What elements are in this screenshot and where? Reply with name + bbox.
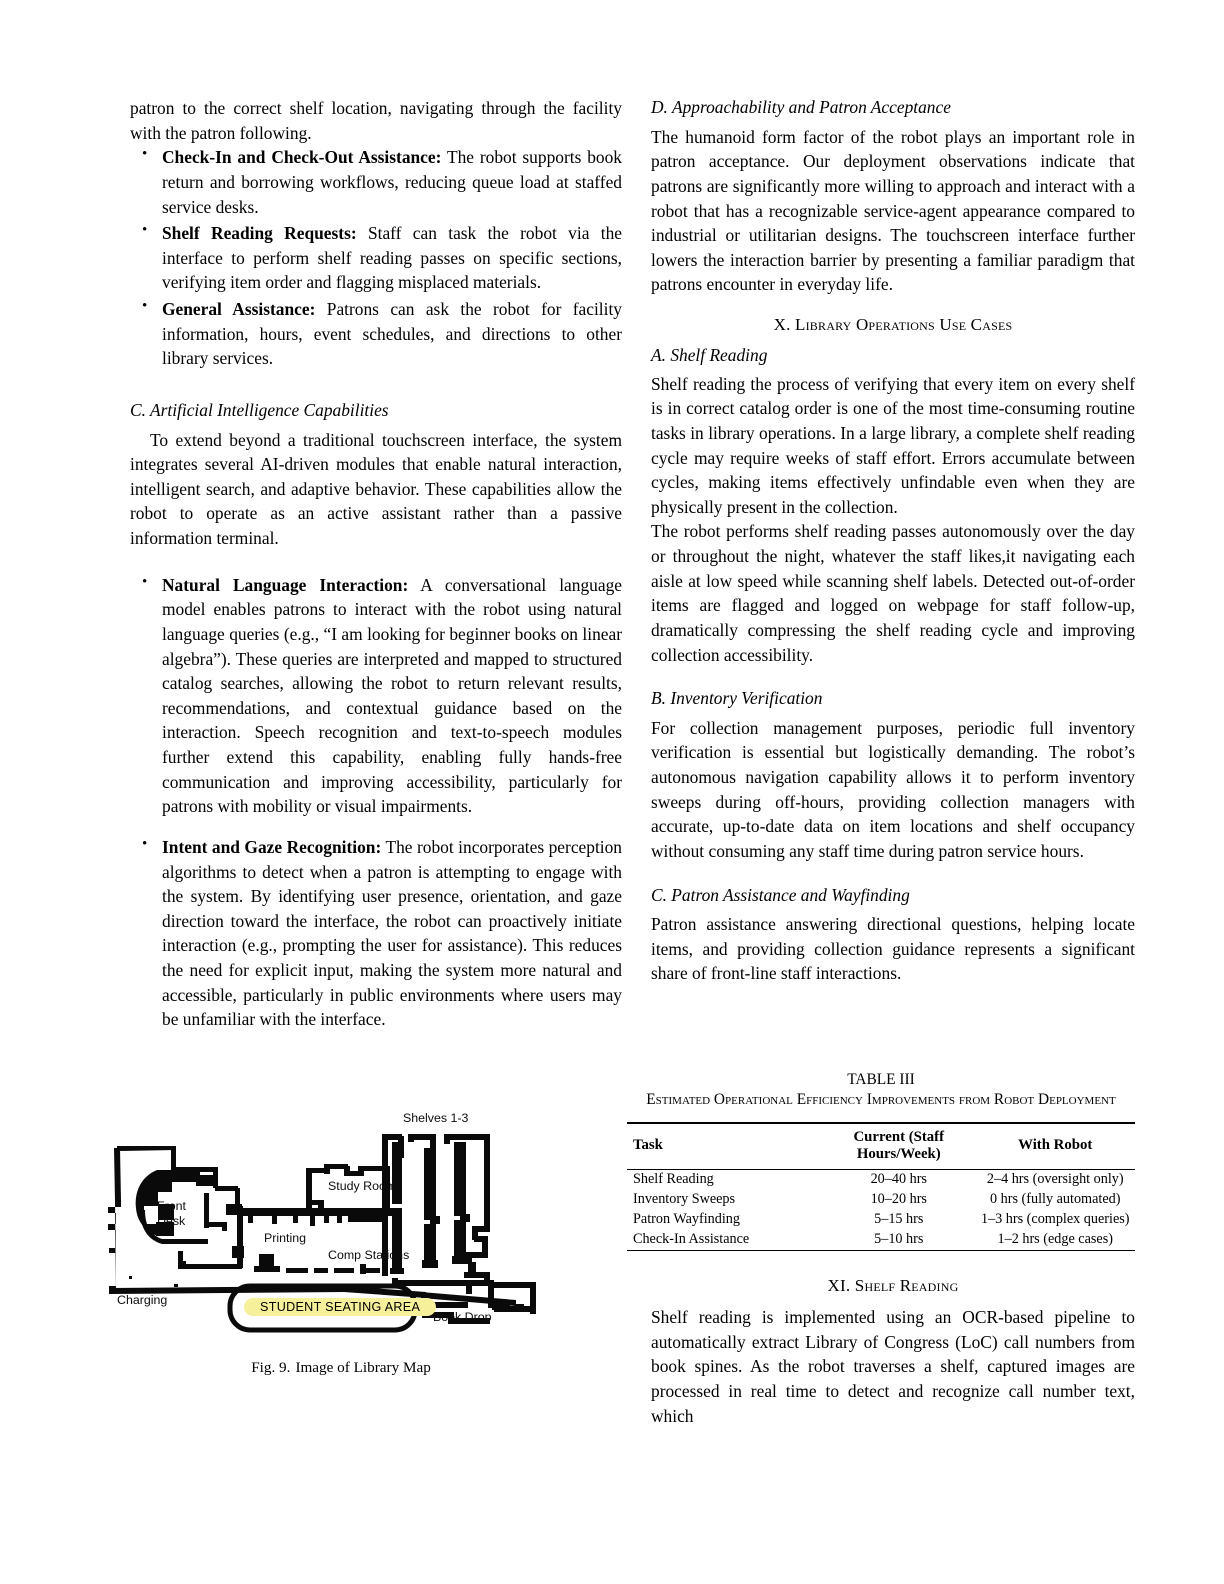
cell-task: Shelf Reading bbox=[627, 1169, 820, 1190]
subsection-heading-b: B. Inventory Verification bbox=[651, 688, 823, 709]
bullet-label: Check-In and Check-Out Assistance: bbox=[162, 147, 442, 168]
cell-task: Check-In Assistance bbox=[627, 1230, 820, 1251]
bullet-text: A conversational language model enables patrons to interact with the robot using natural language queries (e.g., “I am looking for beginner books on linear algebra”). These queries are interpreted and mapped to structured catalog searches, allowing the robot to return relevant results, recommendations, and contextual guidance based on the interaction. Speech recognition and text-to-speech modules further extend this capability, enabling fully hands-free communication and improving accessibility, particularly for patrons with mobility or visual impairments. bbox=[162, 574, 622, 817]
cell-task: Patron Wayfinding bbox=[633, 1211, 740, 1228]
bullet-text: The robot incorporates perception algorithms to detect when a patron is attempting to engage with the system. By identifying user presence, orientation, and gaze direction toward the interface, the robot can proactively initiate interaction (e.g., prompting the user for assistance). This reduces the need for explicit input, making the system more natural and accessible, particularly in public environments where users may be unfamiliar with the interface. bbox=[162, 836, 623, 1030]
bullet-text: Staff can task the robot via the interface to perform shelf reading passes on specific sections, verifying item order and flagging misplaced materials. bbox=[162, 223, 622, 293]
column-header-with-robot: With Robot bbox=[978, 1123, 1136, 1170]
section-xi-block bbox=[651, 1275, 1135, 1428]
bullet-text: The robot supports book return and borrowing workflows, reducing queue load at staffed service desks. bbox=[162, 147, 622, 217]
subsection-a-paragraph-1: Shelf reading the process of verifying that every item on every shelf is in correct catalog order is one of the most time-consuming routine tasks in library operations. In a large library, a complete shelf reading cycle may require weeks of staff effort. Errors accumulate between cycles, making items effectively unfindable even when they are physically present in the collection. bbox=[651, 373, 1135, 517]
bullet-text: Patrons can ask the robot for facility information, hours, event schedules, and directions to other library services. bbox=[162, 299, 622, 369]
subsection-heading-d: D. Approachability and Patron Acceptance bbox=[651, 97, 951, 117]
section-number-x: X. bbox=[773, 315, 791, 334]
cell-current: 20–40 hrs bbox=[820, 1169, 977, 1190]
section-title-xi: Shelf Reading bbox=[854, 1276, 959, 1295]
student-seating-highlight: STUDENT SEATING AREA bbox=[244, 1298, 436, 1316]
table-number: TABLE III bbox=[847, 1071, 915, 1088]
column-header-task: Task bbox=[627, 1123, 820, 1170]
map-label-front-desk-line1: Front bbox=[157, 1199, 186, 1213]
section-number-xi: XI. bbox=[827, 1276, 851, 1295]
table-3-container bbox=[627, 1070, 1135, 1251]
map-label-study-room: Study Room bbox=[328, 1179, 397, 1193]
map-label-shelves: Shelves 1-3 bbox=[403, 1111, 469, 1125]
bullet-label: Shelf Reading Requests: bbox=[162, 223, 357, 244]
library-map-image bbox=[96, 1096, 586, 1344]
continued-paragraph: patron to the correct shelf location, navigating through the facility with the patron following. bbox=[130, 98, 622, 143]
map-label-comp-stations: Comp Stations bbox=[328, 1248, 410, 1262]
table-title: Estimated Operational Efficiency Improvements from Robot Deployment bbox=[646, 1091, 1116, 1109]
cell-current: 5–15 hrs bbox=[874, 1211, 924, 1228]
figure-caption-prefix: Fig. 9. bbox=[251, 1359, 291, 1376]
list-item bbox=[130, 573, 622, 819]
section-heading-xi bbox=[651, 1275, 1135, 1297]
figure-9-library-map bbox=[96, 1096, 586, 1378]
cell-with-robot: 1–2 hrs (edge cases) bbox=[978, 1230, 1136, 1251]
section-title-x: Library Operations Use Cases bbox=[795, 315, 1013, 334]
list-item bbox=[130, 835, 622, 1032]
map-label-printing: Printing bbox=[264, 1231, 307, 1245]
subsection-b-paragraph: For collection management purposes, periodic full inventory verification is essential but logistically demanding. The robot’s autonomous navigation capability allows it to perform inventory sweeps during off-hours, providing collection managers with accurate, up-to-date data on item locations and shelf occupancy without consuming any staff time during patron service hours. bbox=[651, 717, 1135, 861]
section-heading-x bbox=[651, 314, 1135, 336]
table-3 bbox=[627, 1122, 1135, 1251]
ai-capability-bullet-list bbox=[130, 573, 622, 1032]
right-column bbox=[651, 96, 1135, 986]
subsection-heading-c: C. Artificial Intelligence Capabilities bbox=[130, 399, 389, 420]
cell-task: Inventory Sweeps bbox=[633, 1191, 736, 1208]
subsection-a-paragraph-2: The robot performs shelf reading passes autonomously over the day or throughout the night, whatever the staff likes,it navigating each aisle at low speed while scanning shelf labels. Detected out-of-order items are flagged and logged on webpage for staff follow-up, dramatically compressing the shelf reading cycle and improving collection accessibility. bbox=[651, 521, 1135, 665]
figure-caption bbox=[96, 1358, 586, 1378]
subsection-heading-a: A. Shelf Reading bbox=[651, 345, 768, 366]
section-xi-paragraph: Shelf reading is implemented using an OCR-based pipeline to automatically extract Library of Congress (LoC) call numbers from book spines. As the robot traverses a shelf, captured images are processed in real time to detect and recognize call number text, which bbox=[651, 1307, 1135, 1426]
bullet-label: Intent and Gaze Recognition: bbox=[162, 836, 382, 857]
subsection-heading-c-right: C. Patron Assistance and Wayfinding bbox=[651, 884, 910, 905]
cell-with-robot: 2–4 hrs (oversight only) bbox=[978, 1169, 1136, 1190]
bullet-label: Natural Language Interaction: bbox=[162, 574, 409, 595]
cell-current: 5–10 hrs bbox=[820, 1230, 977, 1251]
cell-with-robot: 0 hrs (fully automated) bbox=[990, 1191, 1121, 1208]
list-item bbox=[130, 221, 622, 295]
figure-caption-text: Image of Library Map bbox=[295, 1359, 431, 1376]
table-row bbox=[627, 1190, 1135, 1210]
cell-current: 10–20 hrs bbox=[870, 1191, 927, 1208]
subsection-d-paragraph: The humanoid form factor of the robot plays an important role in patron acceptance. Our deployment observations indicate that patrons are significantly more willing to approach and interact with a robot that has a recognizable service-agent appearance compared to industrial or utilitarian designs. The touchscreen interface further lowers the interaction barrier by presenting a familiar paradigm that patrons encounter in everyday life. bbox=[651, 126, 1135, 295]
table-row bbox=[627, 1210, 1135, 1230]
subsection-c-right-paragraph: Patron assistance answering directional questions, helping locate items, and providing collection guidance represents a significant share of front-line staff interactions. bbox=[651, 914, 1135, 984]
map-label-front-desk-line2: Desk bbox=[157, 1214, 186, 1228]
list-item bbox=[130, 297, 622, 371]
bullet-label: General Assistance: bbox=[162, 299, 316, 319]
capability-bullet-list-top bbox=[130, 145, 622, 371]
map-label-book-drop: Book Drop bbox=[433, 1310, 492, 1324]
map-label-charging: Charging bbox=[117, 1293, 168, 1307]
column-header-current: Current (Staff Hours/Week) bbox=[820, 1123, 977, 1170]
table-row bbox=[627, 1230, 1135, 1251]
list-item bbox=[130, 145, 622, 219]
left-column bbox=[130, 96, 622, 1032]
map-label-student-seating-area bbox=[244, 1300, 436, 1314]
cell-with-robot: 1–3 hrs (complex queries) bbox=[980, 1211, 1130, 1228]
subsection-c-paragraph: To extend beyond a traditional touchscreen interface, the system integrates several AI-driven modules that enable natural interaction, intelligent search, and adaptive behavior. These capabilities allow the robot to operate as an active assistant rather than a passive information terminal. bbox=[130, 429, 622, 548]
table-header-row bbox=[627, 1123, 1135, 1170]
table-row bbox=[627, 1169, 1135, 1190]
